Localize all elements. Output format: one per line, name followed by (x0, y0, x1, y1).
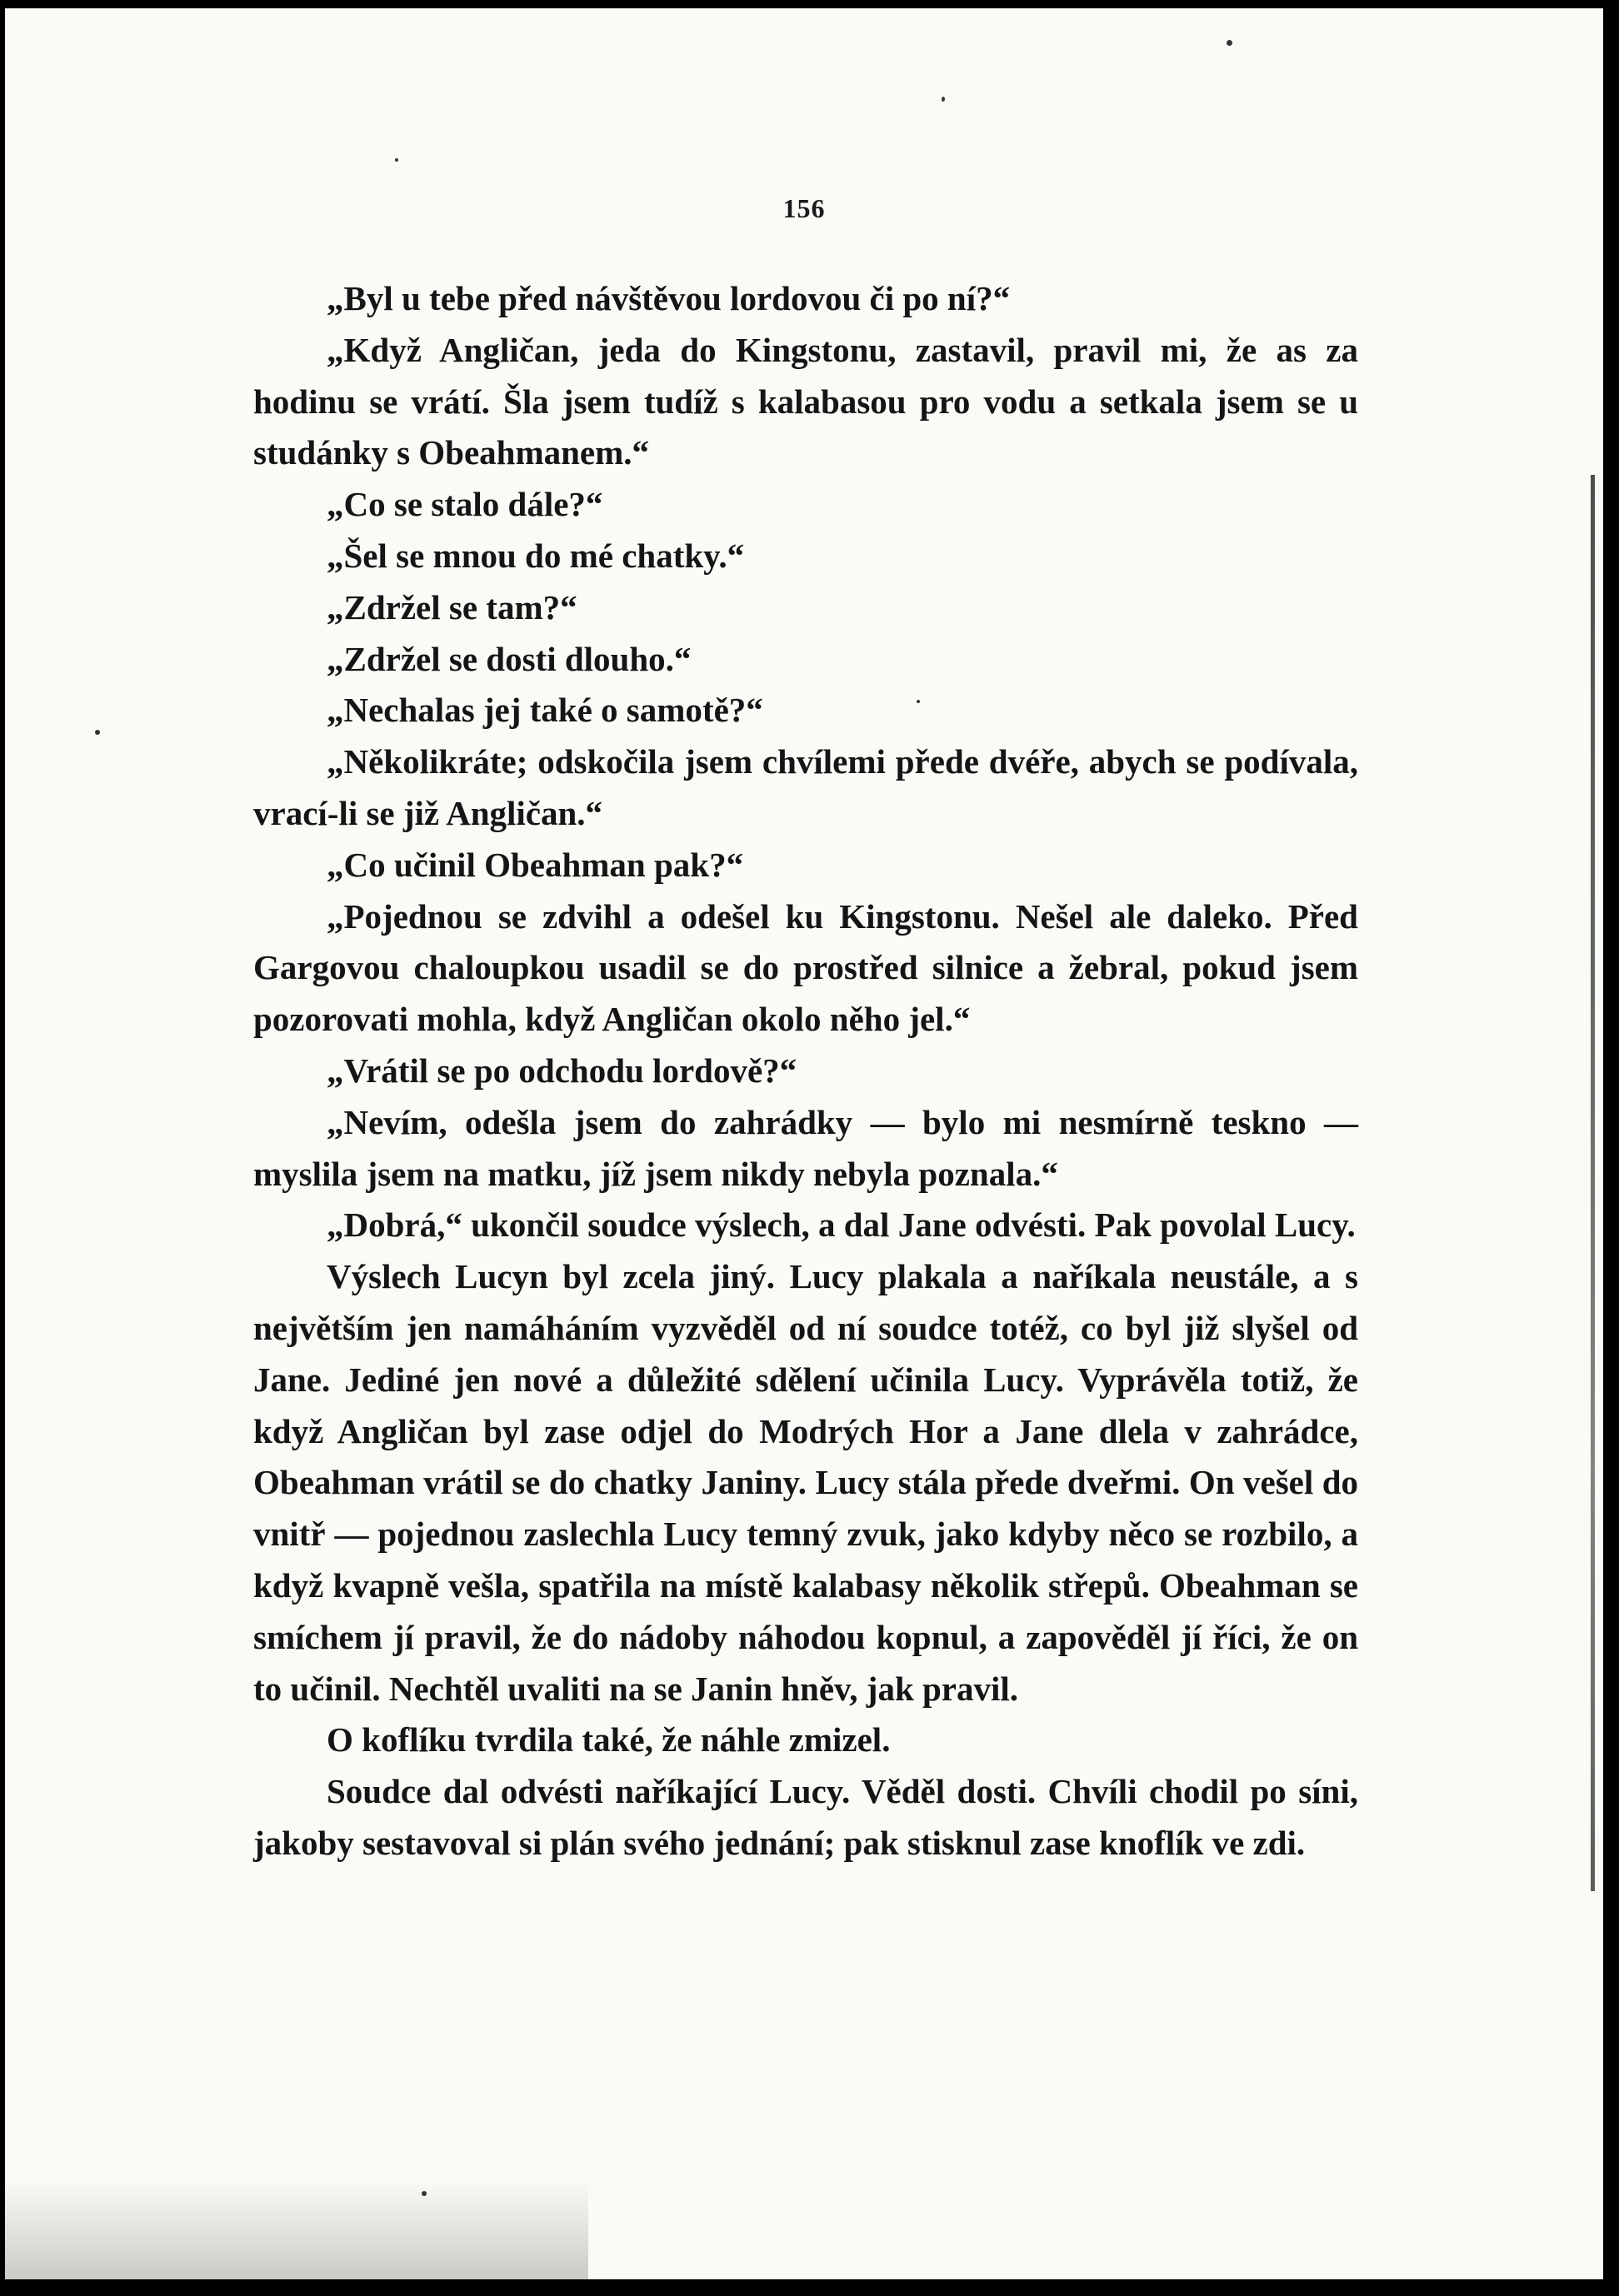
scan-smudge (5, 2179, 588, 2279)
paragraph: „Když Angličan, jeda do Kingstonu, zastavil, pravil mi, že as za hodinu se vrátí. Šla jsem tudíž s kalabasou pro vodu a setkala jsem se u studánky s Obeahmanem.“ (253, 330, 1358, 472)
paragraph: „Zdržel se dosti dlouho.“ (327, 639, 692, 678)
paragraph: „Nevím, odešla jsem do zahrádky — bylo mi nesmírně teskno — myslila jsem na matku, jíž jsem nikdy nebyla poznala.“ (253, 1102, 1358, 1193)
paragraph: „Zdržel se tam?“ (327, 587, 577, 626)
scan-speck (395, 158, 398, 162)
page-number: 156 (782, 193, 826, 223)
paragraph: „Nechalas jej také o samotě?“ (327, 691, 763, 730)
scan-edge-shadow (1591, 475, 1595, 1891)
paragraph: „Co učinil Obeahman pak?“ (327, 845, 744, 884)
paragraph: Soudce dal odvésti naříkající Lucy. Věděl dosti. Chvíli chodil po síni, jakoby sestavoval si plán svého jednání; pak stisknul zase knoflík ve zdi. (253, 1772, 1358, 1862)
paragraph: „Šel se mnou do mé chatky.“ (327, 536, 745, 575)
book-page (5, 8, 1603, 2279)
paragraph: „Byl u tebe před návštěvou lordovou či po ní?“ (327, 279, 1011, 317)
paragraph: „Pojednou se zdvihl a odešel ku Kingstonu. Nešel ale daleko. Před Gargovou chaloupkou usadil se do prostřed silnice a žebral, pokud jsem pozorovati mohla, když Angličan okolo něho jel.“ (253, 896, 1358, 1039)
scan-speck (95, 730, 100, 735)
paragraph: „Několikráte; odskočila jsem chvílemi přede dvéře, abych se podívala, vrací-li se již Angličan.“ (253, 742, 1358, 832)
paragraph: O koflíku tvrdila také, že náhle zmizel. (327, 1720, 891, 1759)
body-text (253, 273, 1358, 1869)
scan-speck (917, 700, 920, 703)
paragraph: „Vrátil se po odchodu lordově?“ (327, 1051, 797, 1090)
paragraph: „Dobrá,“ ukončil soudce výslech, a dal Jane odvésti. Pak povolal Lucy. (327, 1205, 1356, 1245)
paragraph: „Co se stalo dále?“ (327, 485, 603, 524)
scan-speck (942, 97, 945, 102)
paragraph: Výslech Lucyn byl zcela jiný. Lucy plakala a naříkala neustále, a s největším jen namáháním vyzvěděl od ní soudce totéž, co byl již slyšel od Jane. Jediné jen nové a důležité sdělení učinila Lucy. Vyprávěla totiž, že když Angličan byl zase odjel do Modrých Hor a Jane dlela v zahrádce, Obeahman vrátil se do chatky Janiny. Lucy stála přede dveřmi. On vešel do vnitř — pojednou zaslechla Lucy temný zvuk, jako kdyby něco se rozbilo, a když kvapně vešla, spatřila na místě kalabasy několik střepů. Obeahman se smíchem jí pravil, že do nádoby náhodou kopnul, a zapověděl jí říci, že on to učinil. Nechtěl uvaliti na se Janin hněv, jak pravil. (253, 1257, 1358, 1708)
scan-speck (1227, 40, 1232, 46)
